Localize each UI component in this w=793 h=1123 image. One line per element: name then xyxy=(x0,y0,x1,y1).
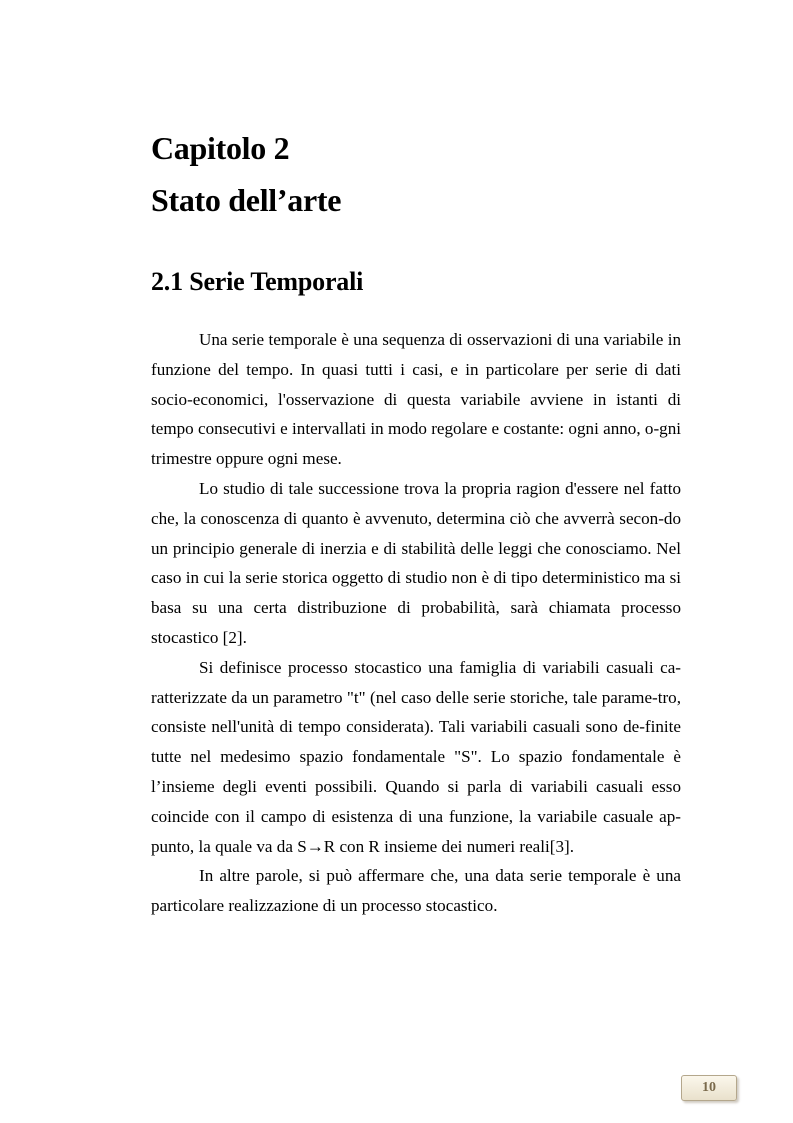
body-text xyxy=(151,325,681,921)
chapter-title: Stato dell’arte xyxy=(151,182,342,218)
chapter-heading xyxy=(151,122,341,226)
paragraph-2: Lo studio di tale successione trova la propria ragion d'essere nel fatto che, la conoscenza di quanto è avvenuto, determina ciò che avverrà secon-do un principio generale di inerzia e di stabilità delle leggi che conosciamo. Nel caso in cui la serie storica oggetto di studio non è di tipo deterministico ma si basa su una certa distribuzione di probabilità, sarà chiamata processo stocastico [2]. xyxy=(151,478,681,647)
page-number: 10 xyxy=(681,1075,737,1101)
section-heading: 2.1 Serie Temporali xyxy=(151,267,364,296)
paragraph-4: In altre parole, si può affermare che, una data serie temporale è una particolare realizzazione di un processo stocastico. xyxy=(151,866,681,916)
chapter-label: Capitolo 2 xyxy=(151,130,290,166)
paragraph-3: Si definisce processo stocastico una famiglia di variabili casuali ca-ratterizzate da un parametro "t" (nel caso delle serie storiche, tale parame-tro, consiste nell'unità di tempo considerata). Tali variabili casuali sono de-finite tutte nel medesimo spazio fondamentale "S". Lo spazio fondamentale è l’insieme degli eventi possibili. Quando si parla di variabili casuali esso coincide con il campo di esistenza di una funzione, la variabile casuale ap-punto, la quale va da S→R con R insieme dei numeri reali[3]. xyxy=(151,657,681,856)
paragraph-1: Una serie temporale è una sequenza di osservazioni di una variabile in funzione del tempo. In quasi tutti i casi, e in particolare per serie di dati socio-economici, l'osservazione di questa variabile avviene in istanti di tempo consecutivi e intervallati in modo regolare e costante: ogni anno, o-gni trimestre oppure ogni mese. xyxy=(151,330,681,469)
